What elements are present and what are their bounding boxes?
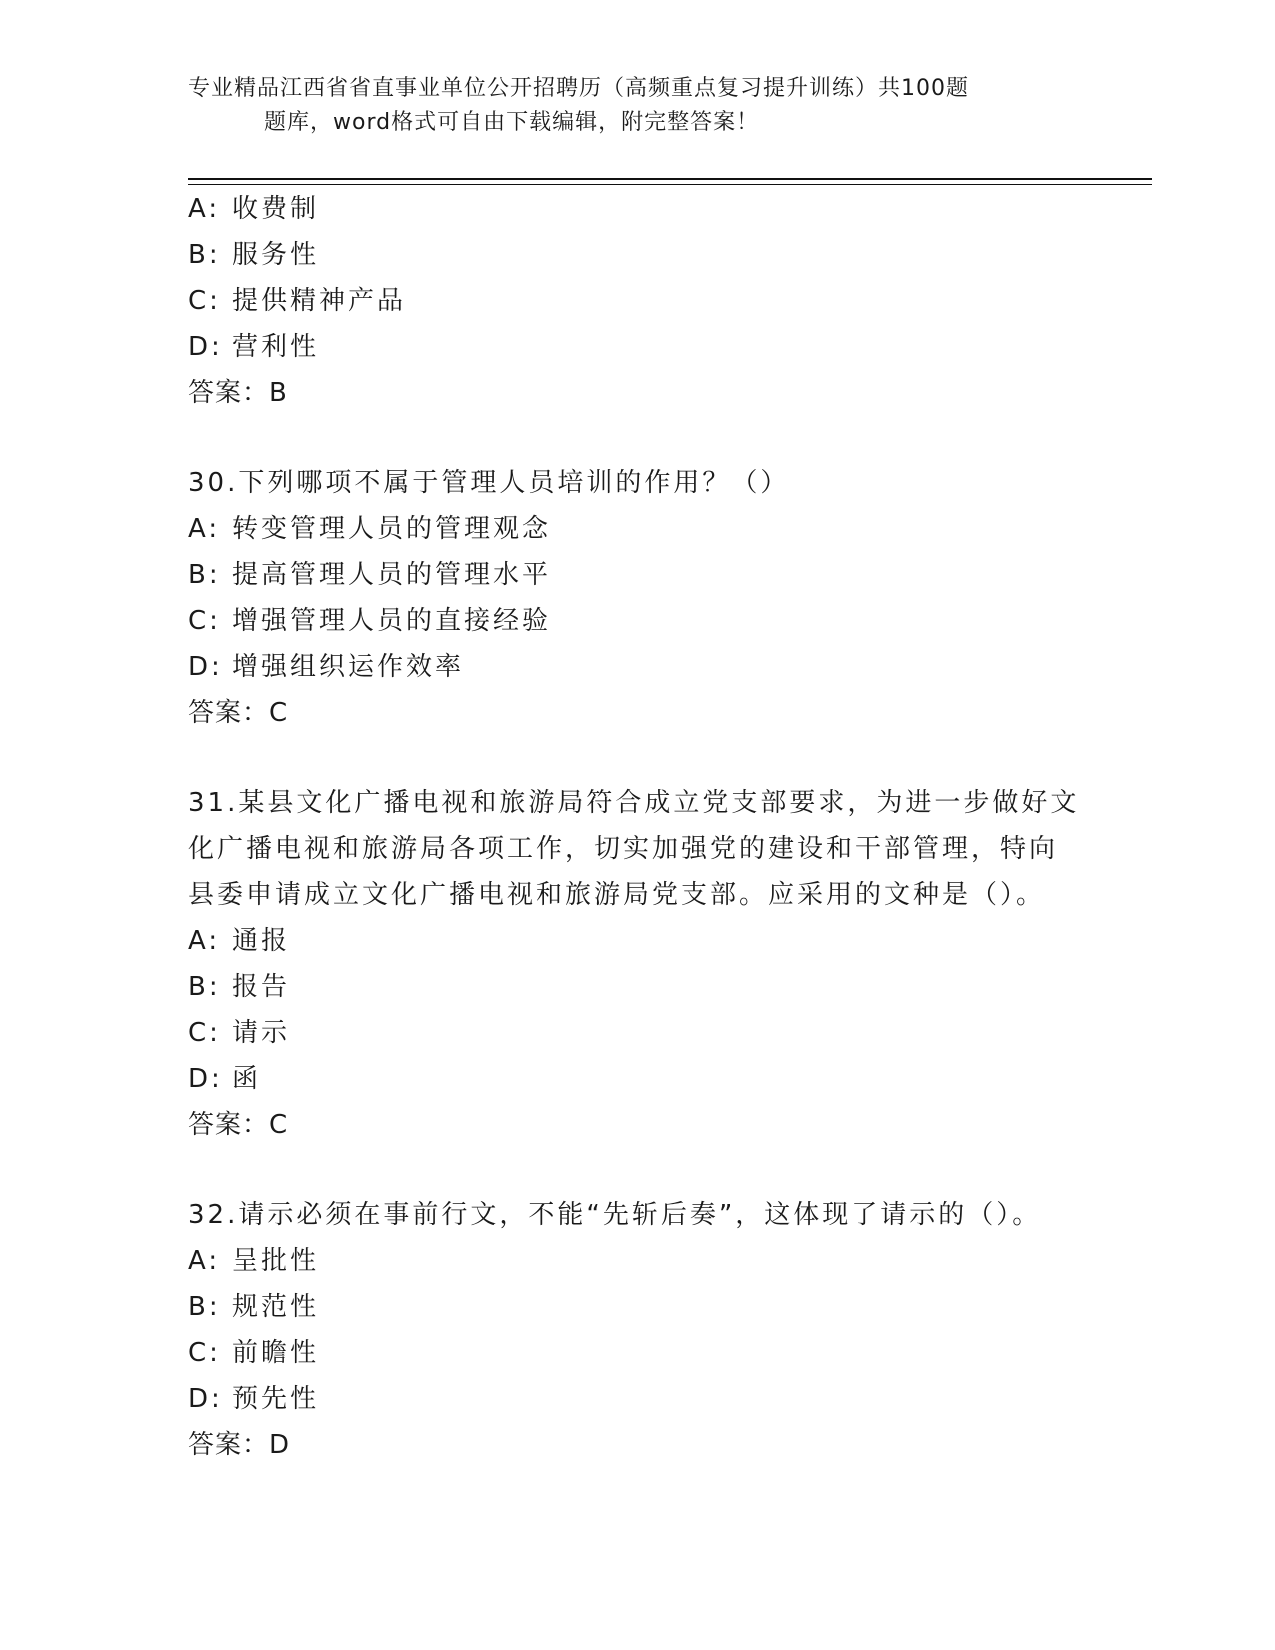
- option-letter: A:: [188, 926, 221, 956]
- option-line: [188, 1010, 1088, 1056]
- option-letter: C:: [188, 1338, 221, 1368]
- option-letter: A:: [188, 1246, 221, 1276]
- option-line: [188, 1376, 1088, 1422]
- header-rule-thick: [188, 178, 1152, 180]
- option-text: 转变管理人员的管理观念: [232, 514, 552, 544]
- option-letter: D:: [188, 332, 223, 362]
- option-line: [188, 1056, 1088, 1102]
- option-line: [188, 324, 1088, 370]
- answer-line: 答案：D: [188, 1430, 291, 1460]
- option-text: 收费制: [232, 194, 320, 224]
- option-line: [188, 1284, 1088, 1330]
- option-letter: C:: [188, 1018, 221, 1048]
- answer-line: 答案：B: [188, 378, 288, 408]
- option-text: 报告: [232, 972, 291, 1002]
- question-block-32: [188, 1192, 1088, 1468]
- header-line-2: 题库，word格式可自由下载编辑，附完整答案！: [264, 110, 760, 135]
- question-stem: 县委申请成立文化广播电视和旅游局党支部。应采用的文种是（）。: [188, 880, 1046, 910]
- option-text: 请示: [232, 1018, 291, 1048]
- option-letter: A:: [188, 194, 221, 224]
- option-letter: C:: [188, 606, 221, 636]
- option-line: [188, 598, 1088, 644]
- option-letter: B:: [188, 1292, 221, 1322]
- option-text: 提高管理人员的管理水平: [232, 560, 552, 590]
- option-text: 规范性: [232, 1292, 320, 1322]
- option-line: [188, 644, 1088, 690]
- question-stem: 30.下列哪项不属于管理人员培训的作用？（）: [188, 468, 790, 498]
- option-text: 通报: [232, 926, 291, 956]
- option-line: [188, 506, 1088, 552]
- question-stem: 化广播电视和旅游局各项工作，切实加强党的建设和干部管理，特向: [188, 834, 1059, 864]
- option-text: 增强组织运作效率: [232, 652, 465, 682]
- option-line: [188, 186, 1088, 232]
- option-letter: B:: [188, 240, 221, 270]
- option-line: [188, 964, 1088, 1010]
- option-letter: B:: [188, 560, 221, 590]
- document-header: [188, 72, 1058, 140]
- question-stem: 32.请示必须在事前行文，不能“先斩后奏”，这体现了请示的（）。: [188, 1200, 1042, 1230]
- option-line: [188, 1330, 1088, 1376]
- option-letter: D:: [188, 1064, 223, 1094]
- option-line: [188, 918, 1088, 964]
- option-text: 提供精神产品: [232, 286, 407, 316]
- document-body: [188, 186, 1088, 1468]
- option-letter: A:: [188, 514, 221, 544]
- answer-line: 答案：C: [188, 1110, 289, 1140]
- option-line: [188, 552, 1088, 598]
- option-text: 服务性: [232, 240, 320, 270]
- header-rule-thin: [188, 184, 1152, 185]
- option-line: [188, 278, 1088, 324]
- question-stem: 31.某县文化广播电视和旅游局符合成立党支部要求，为进一步做好文: [188, 788, 1080, 818]
- option-text: 预先性: [232, 1384, 320, 1414]
- option-line: [188, 232, 1088, 278]
- option-line: [188, 1238, 1088, 1284]
- option-text: 呈批性: [232, 1246, 320, 1276]
- option-letter: D:: [188, 1384, 223, 1414]
- question-block-30: [188, 460, 1088, 736]
- answer-line: 答案：C: [188, 698, 289, 728]
- option-letter: B:: [188, 972, 221, 1002]
- option-letter: C:: [188, 286, 221, 316]
- option-text: 营利性: [232, 332, 320, 362]
- option-letter: D:: [188, 652, 223, 682]
- header-line-1: 专业精品江西省省直事业单位公开招聘历（高频重点复习提升训练）共100题: [188, 76, 969, 101]
- question-block-31: [188, 780, 1088, 1148]
- question-block-29: [188, 186, 1088, 416]
- option-text: 函: [232, 1064, 262, 1094]
- option-text: 增强管理人员的直接经验: [232, 606, 552, 636]
- option-text: 前瞻性: [232, 1338, 320, 1368]
